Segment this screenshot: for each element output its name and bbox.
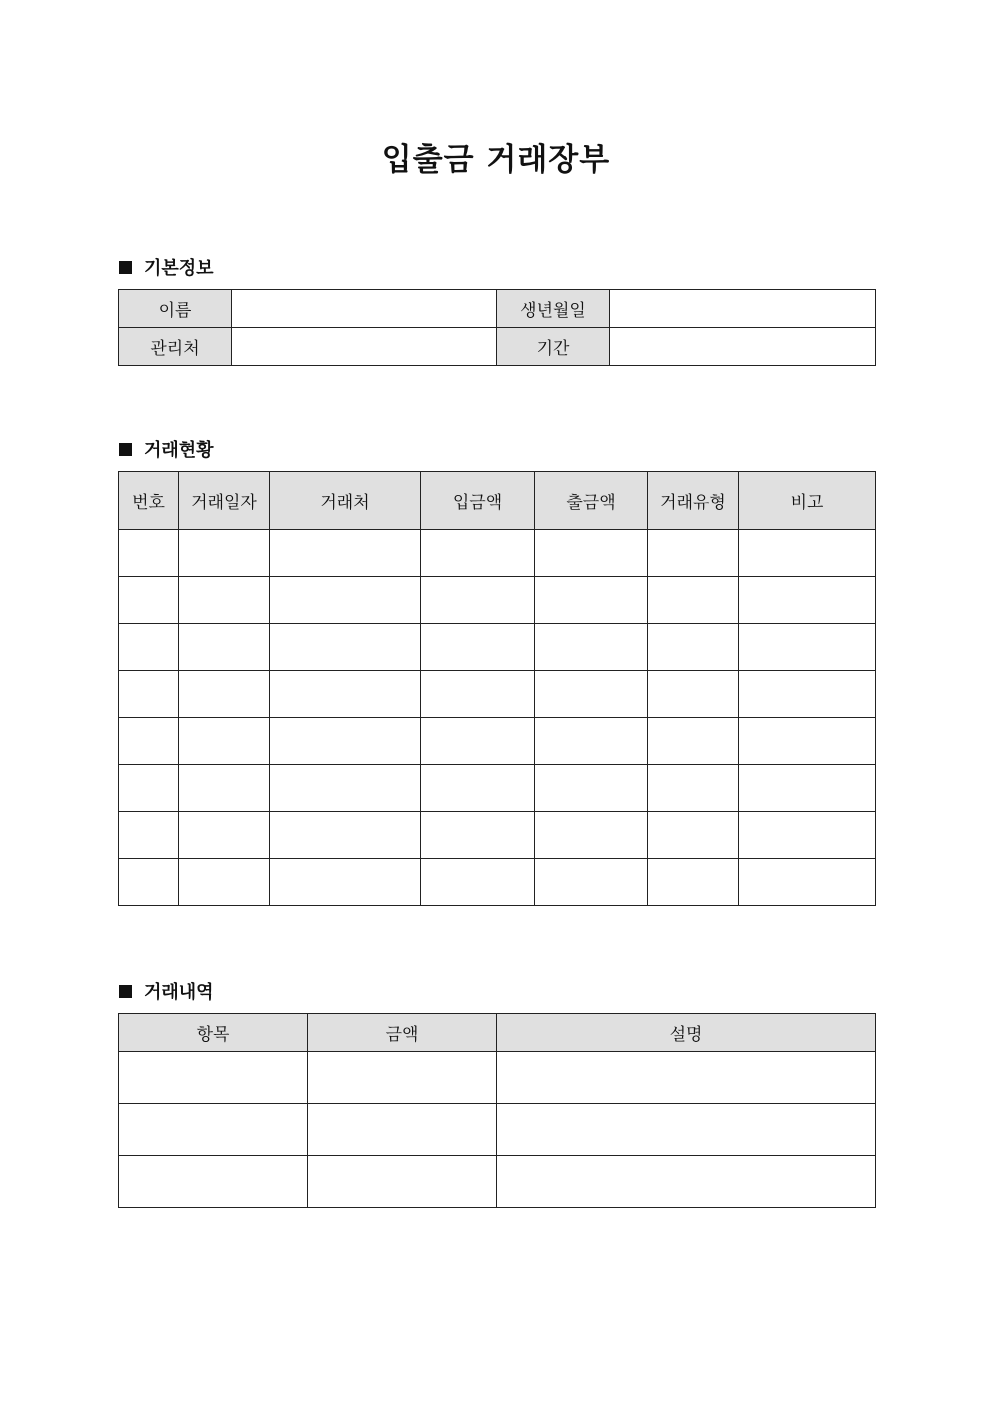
section-heading-label: 기본정보 — [144, 258, 214, 279]
table-row — [119, 1156, 876, 1208]
table-row — [119, 328, 876, 366]
table-cell[interactable] — [119, 624, 179, 671]
table-cell[interactable] — [270, 765, 421, 812]
table-cell[interactable] — [535, 577, 648, 624]
table-cell[interactable] — [535, 530, 648, 577]
table-cell[interactable] — [179, 812, 270, 859]
table-cell[interactable] — [421, 624, 535, 671]
table-cell[interactable] — [119, 812, 179, 859]
table-cell[interactable] — [421, 859, 535, 906]
table-cell[interactable] — [179, 859, 270, 906]
table-row — [119, 624, 876, 671]
column-header-description: 설명 — [497, 1014, 876, 1052]
table-header-row — [119, 1014, 876, 1052]
transaction-status-table — [118, 471, 876, 906]
column-header-withdrawal: 출금액 — [535, 472, 648, 530]
table-row — [119, 765, 876, 812]
table-cell[interactable] — [739, 812, 876, 859]
section-heading-tx-status — [119, 436, 214, 462]
table-row — [119, 290, 876, 328]
section-heading-label: 거래현황 — [144, 440, 214, 461]
table-cell[interactable] — [119, 765, 179, 812]
table-cell[interactable] — [739, 577, 876, 624]
basic-info-table — [118, 289, 876, 366]
table-cell[interactable] — [739, 624, 876, 671]
section-heading-label: 거래내역 — [144, 982, 214, 1003]
table-cell[interactable] — [648, 859, 739, 906]
table-cell[interactable] — [119, 530, 179, 577]
table-cell[interactable] — [119, 859, 179, 906]
table-row — [119, 1052, 876, 1104]
name-field[interactable] — [232, 290, 497, 328]
table-cell[interactable] — [497, 1156, 876, 1208]
name-label: 이름 — [119, 290, 232, 328]
birth-date-label: 생년월일 — [497, 290, 610, 328]
table-cell[interactable] — [535, 765, 648, 812]
table-cell[interactable] — [270, 671, 421, 718]
table-cell[interactable] — [535, 718, 648, 765]
table-cell[interactable] — [648, 718, 739, 765]
birth-date-field[interactable] — [610, 290, 876, 328]
table-cell[interactable] — [270, 812, 421, 859]
table-cell[interactable] — [535, 859, 648, 906]
table-cell[interactable] — [270, 859, 421, 906]
square-bullet-icon — [119, 985, 132, 998]
table-cell[interactable] — [270, 577, 421, 624]
table-cell[interactable] — [308, 1104, 497, 1156]
column-header-item: 항목 — [119, 1014, 308, 1052]
table-cell[interactable] — [739, 718, 876, 765]
table-cell[interactable] — [648, 577, 739, 624]
square-bullet-icon — [119, 443, 132, 456]
table-row — [119, 671, 876, 718]
table-cell[interactable] — [179, 765, 270, 812]
table-row — [119, 718, 876, 765]
table-cell[interactable] — [421, 718, 535, 765]
table-row — [119, 859, 876, 906]
table-row — [119, 1104, 876, 1156]
table-cell[interactable] — [179, 718, 270, 765]
manager-field[interactable] — [232, 328, 497, 366]
table-cell[interactable] — [179, 624, 270, 671]
column-header-type: 거래유형 — [648, 472, 739, 530]
table-cell[interactable] — [270, 718, 421, 765]
table-cell[interactable] — [421, 812, 535, 859]
period-field[interactable] — [610, 328, 876, 366]
table-cell[interactable] — [648, 530, 739, 577]
table-row — [119, 812, 876, 859]
table-cell[interactable] — [270, 624, 421, 671]
table-cell[interactable] — [308, 1156, 497, 1208]
table-row — [119, 577, 876, 624]
document-title: 입출금 거래장부 — [381, 142, 611, 178]
table-cell[interactable] — [270, 530, 421, 577]
table-cell[interactable] — [739, 765, 876, 812]
table-cell[interactable] — [497, 1104, 876, 1156]
table-cell[interactable] — [119, 718, 179, 765]
square-bullet-icon — [119, 261, 132, 274]
table-cell[interactable] — [535, 624, 648, 671]
section-heading-basic-info — [119, 254, 214, 280]
column-header-number: 번호 — [119, 472, 179, 530]
table-cell[interactable] — [421, 671, 535, 718]
table-cell[interactable] — [179, 530, 270, 577]
table-header-row — [119, 472, 876, 530]
table-cell[interactable] — [648, 812, 739, 859]
table-cell[interactable] — [179, 577, 270, 624]
table-cell[interactable] — [535, 671, 648, 718]
table-cell[interactable] — [119, 1052, 308, 1104]
table-cell[interactable] — [739, 859, 876, 906]
table-cell[interactable] — [179, 671, 270, 718]
table-cell[interactable] — [648, 765, 739, 812]
manager-label: 관리처 — [119, 328, 232, 366]
column-header-date: 거래일자 — [179, 472, 270, 530]
transaction-detail-table — [118, 1013, 876, 1208]
table-cell[interactable] — [535, 812, 648, 859]
table-cell[interactable] — [739, 530, 876, 577]
section-heading-tx-detail — [119, 978, 214, 1004]
table-cell[interactable] — [308, 1052, 497, 1104]
period-label: 기간 — [497, 328, 610, 366]
table-cell[interactable] — [648, 671, 739, 718]
table-cell[interactable] — [119, 577, 179, 624]
column-header-amount: 금액 — [308, 1014, 497, 1052]
column-header-counterparty: 거래처 — [270, 472, 421, 530]
table-cell[interactable] — [648, 624, 739, 671]
table-cell[interactable] — [119, 1104, 308, 1156]
column-header-deposit: 입금액 — [421, 472, 535, 530]
table-row — [119, 530, 876, 577]
table-cell[interactable] — [421, 530, 535, 577]
table-cell[interactable] — [119, 1156, 308, 1208]
column-header-remarks: 비고 — [739, 472, 876, 530]
table-cell[interactable] — [421, 765, 535, 812]
table-cell[interactable] — [421, 577, 535, 624]
table-cell[interactable] — [497, 1052, 876, 1104]
table-cell[interactable] — [739, 671, 876, 718]
table-cell[interactable] — [119, 671, 179, 718]
